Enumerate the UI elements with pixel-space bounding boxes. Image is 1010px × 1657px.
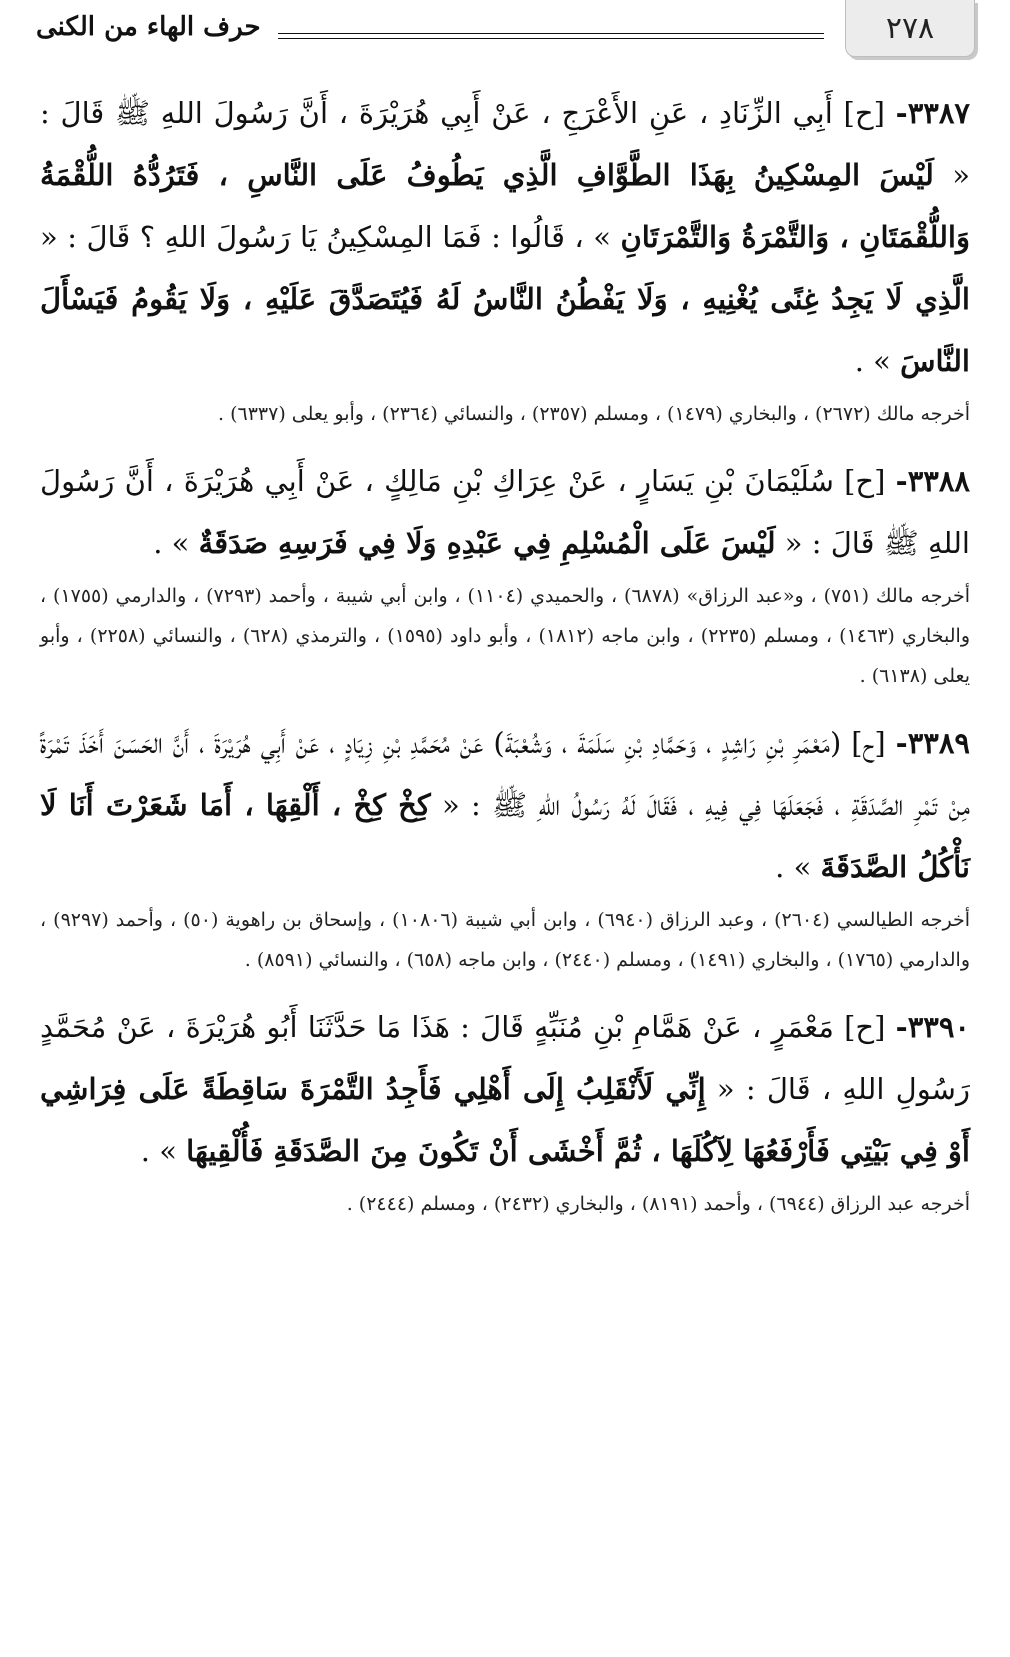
- hadith-number: ٣٣٩٠-: [895, 1010, 970, 1044]
- hadith-isnad: [ح] مَعْمَرٍ ، عَنْ هَمَّامِ بْنِ مُنَبِّهٍ قَالَ : هَذَا مَا حَدَّثَنَا أَبُو هُرَيْرَةَ ، عَنْ مُحَمَّدٍ رَسُولِ اللهِ ، قَالَ : «: [40, 1010, 970, 1106]
- hadith-isnad: [ح] (مَعْمَرِ بْنِ رَاشِدٍ ، وَحَمَّادِ بْنِ سَلَمَةَ ، وَشُعْبَةَ) عَنْ مُحَمَّدِ بْنِ زِيَادٍ ، عَنْ أَبِي هُرَيْرَةَ ، أَنَّ الحَسَنَ أَخَذَ تَمْرَةً مِنْ تَمْرِ الصَّدَقَةِ ، فَجَعَلَهَا فِي فِيهِ ، فَقَالَ لَهُ رَسُولُ اللهِ ﷺ : «: [40, 726, 970, 822]
- hadith-number: ٣٣٨٧-: [895, 96, 970, 130]
- hadith-takhrij: أخرجه الطيالسي (٢٦٠٤) ، وعبد الرزاق (٦٩٤٠) ، وابن أبي شيبة (١٠٨٠٦) ، وإسحاق بن راهوية (٥٠) ، وأحمد (٩٢٩٧) ، والدارمي (١٧٦٥) ، والبخاري (١٤٩١) ، ومسلم (٢٤٤٠) ، وابن ماجه (٦٥٨) ، والنسائي (٨٥٩١) .: [40, 909, 970, 971]
- hadith-middle: » ، قَالُوا : فَمَا المِسْكِينُ يَا رَسُولَ اللهِ ؟ قَالَ : «: [40, 220, 621, 254]
- hadith-3389: [40, 712, 970, 898]
- hadith-tail: » .: [775, 850, 821, 884]
- hadith-tail: » .: [153, 526, 199, 560]
- hadith-matn-continued: الَّذِي لَا يَجِدُ غِنًى يُغْنِيهِ ، وَلَا يَفْطُنُ النَّاسُ لَهُ فَيُتَصَدَّقَ عَلَيْهِ ، وَلَا يَقُومُ فَيَسْأَلَ النَّاسَ: [40, 282, 970, 378]
- header-rule: [278, 33, 824, 34]
- page-header: [0, 0, 1010, 60]
- hadith-matn: لَيْسَ المِسْكِينُ بِهَذَا الطَّوَّافِ الَّذِي يَطُوفُ عَلَى النَّاسِ ، فَتَرُدُّهُ اللُّقْمَةُ وَاللُّقْمَتَانِ ، وَالتَّمْرَةُ وَالتَّمْرَتَانِ: [40, 158, 970, 254]
- hadith-takhrij: أخرجه مالك (٧٥١) ، و«عبد الرزاق» (٦٨٧٨) ، والحميدي (١١٠٤) ، وابن أبي شيبة ، وأحمد (٧٢٩٣) ، والدارمي (١٧٥٥) ، والبخاري (١٤٦٣) ، ومسلم (٢٢٣٥) ، وابن ماجه (١٨١٢) ، وأبو داود (١٥٩٥) ، والترمذي (٦٢٨) ، والنسائي (٢٢٥٨) ، وأبو يعلى (٦١٣٨) .: [40, 585, 971, 687]
- hadith-number: ٣٣٨٩-: [895, 726, 970, 760]
- hadith-takhrij: أخرجه مالك (٢٦٧٢) ، والبخاري (١٤٧٩) ، ومسلم (٢٣٥٧) ، والنسائي (٢٣٦٤) ، وأبو يعلى (٦٣٣٧) .: [217, 403, 970, 425]
- hadith-3390: [40, 996, 970, 1182]
- hadith-3387: [40, 82, 970, 392]
- hadith-isnad: [ح] سُلَيْمَانَ بْنِ يَسَارٍ ، عَنْ عِرَاكِ بْنِ مَالِكٍ ، عَنْ أَبِي هُرَيْرَةَ ، أَنَّ رَسُولَ اللهِ ﷺ قَالَ : «: [40, 464, 970, 560]
- hadith-matn: لَيْسَ عَلَى الْمُسْلِمِ فِي عَبْدِهِ وَلَا فِي فَرَسِهِ صَدَقَةٌ: [198, 526, 776, 560]
- page-number: ٢٧٨: [845, 0, 975, 57]
- hadith-tail: » .: [140, 1134, 187, 1168]
- hadith-matn: كِخْ كِخْ ، أَلْقِهَا ، أَمَا شَعَرْتَ أَنَا لَا نَأْكُلُ الصَّدَقَةَ: [40, 788, 970, 884]
- hadith-matn: إِنِّي لَأَنْقَلِبُ إِلَى أَهْلِي فَأَجِدُ التَّمْرَةَ سَاقِطَةً عَلَى فِرَاشِي أَوْ فِي بَيْتِي فَأَرْفَعُهَا لِآكُلَهَا ، ثُمَّ أَخْشَى أَنْ تَكُونَ مِنَ الصَّدَقَةِ فَأُلْقِيهَا: [40, 1072, 970, 1168]
- running-title: حرف الهاء من الكنى: [36, 12, 261, 42]
- hadith-3388: [40, 450, 970, 574]
- hadith-tail: » .: [854, 344, 901, 378]
- hadith-takhrij: أخرجه عبد الرزاق (٦٩٤٤) ، وأحمد (٨١٩١) ، والبخاري (٢٤٣٢) ، ومسلم (٢٤٤٤) .: [346, 1193, 970, 1215]
- page-content: [40, 82, 970, 1240]
- header-rule: [278, 38, 824, 39]
- hadith-isnad: [ح] أَبِي الزِّنَادِ ، عَنِ الأَعْرَجِ ، عَنْ أَبِي هُرَيْرَةَ ، أَنَّ رَسُولَ اللهِ ﷺ قَالَ : «: [40, 96, 970, 192]
- hadith-number: ٣٣٨٨-: [895, 464, 970, 498]
